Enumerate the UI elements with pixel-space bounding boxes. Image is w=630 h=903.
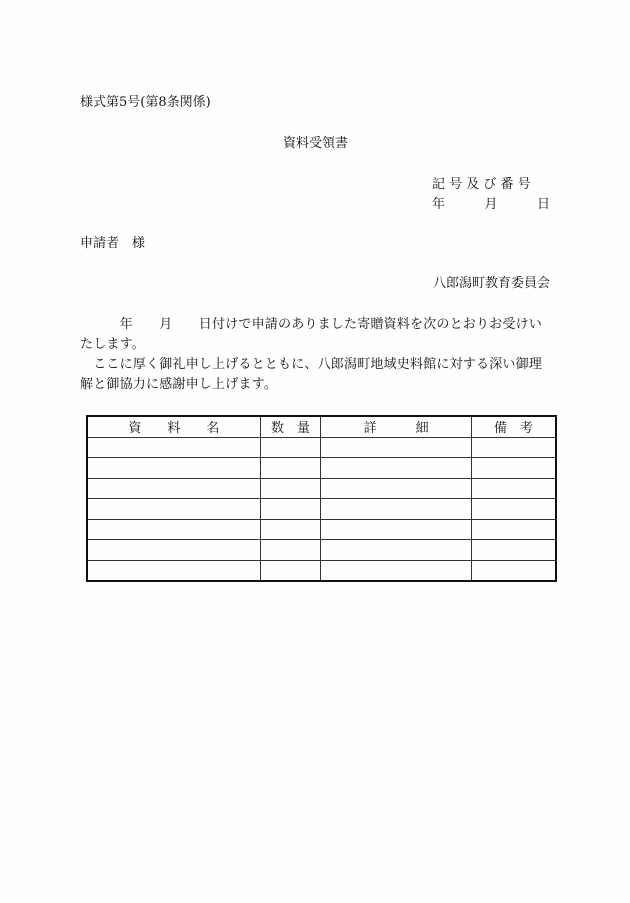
table-row	[87, 478, 556, 499]
table-row	[87, 560, 556, 581]
table-row	[87, 437, 556, 458]
details-cell	[321, 519, 471, 540]
date-line	[432, 197, 550, 213]
header-quantity: 数 量	[260, 416, 321, 437]
quantity-cell	[260, 458, 321, 479]
details-cell	[321, 458, 471, 479]
form-number: 様式第5号(第8条関係)	[80, 95, 211, 110]
header-remarks: 備 考	[471, 416, 556, 437]
material-name-cell	[87, 560, 260, 581]
header-details: 詳 細	[321, 416, 471, 437]
document-title: 資料受領書	[283, 136, 349, 151]
body-line: たします。	[80, 337, 145, 352]
table-header-row	[87, 416, 556, 437]
details-cell	[321, 478, 471, 499]
remarks-cell	[471, 478, 556, 499]
material-name-cell	[87, 478, 260, 499]
material-name-cell	[87, 458, 260, 479]
remarks-cell	[471, 458, 556, 479]
remarks-cell	[471, 519, 556, 540]
date-day: 日	[536, 197, 550, 212]
quantity-cell	[260, 560, 321, 581]
table-row	[87, 540, 556, 561]
details-cell	[321, 560, 471, 581]
quantity-cell	[260, 478, 321, 499]
body-line: 年 月 日付けで申請のありました寄贈資料を次のとおりお受けい	[80, 317, 543, 332]
date-year: 年	[432, 197, 446, 212]
material-name-cell	[87, 437, 260, 458]
date-month: 月	[484, 197, 498, 212]
remarks-cell	[471, 437, 556, 458]
materials-table	[86, 415, 557, 582]
quantity-cell	[260, 499, 321, 520]
recipient: 申請者 様	[80, 236, 146, 251]
details-cell	[321, 437, 471, 458]
body-line: ここに厚く御礼申し上げるとともに、八郎潟町地域史料館に対する深い御理	[80, 357, 543, 372]
issuer: 八郎潟町教育委員会	[432, 276, 550, 291]
table-row	[87, 519, 556, 540]
remarks-cell	[471, 540, 556, 561]
material-name-cell	[87, 499, 260, 520]
table-row	[87, 458, 556, 479]
body-text	[80, 315, 555, 395]
table-row	[87, 499, 556, 520]
record-number-label: 記 号 及 び 番 号	[432, 177, 531, 192]
quantity-cell	[260, 540, 321, 561]
remarks-cell	[471, 560, 556, 581]
details-cell	[321, 499, 471, 520]
material-name-cell	[87, 540, 260, 561]
body-line: 解と御協力に感謝申し上げます。	[80, 377, 277, 392]
remarks-cell	[471, 499, 556, 520]
header-material-name: 資 料 名	[87, 416, 260, 437]
quantity-cell	[260, 437, 321, 458]
details-cell	[321, 540, 471, 561]
material-name-cell	[87, 519, 260, 540]
quantity-cell	[260, 519, 321, 540]
